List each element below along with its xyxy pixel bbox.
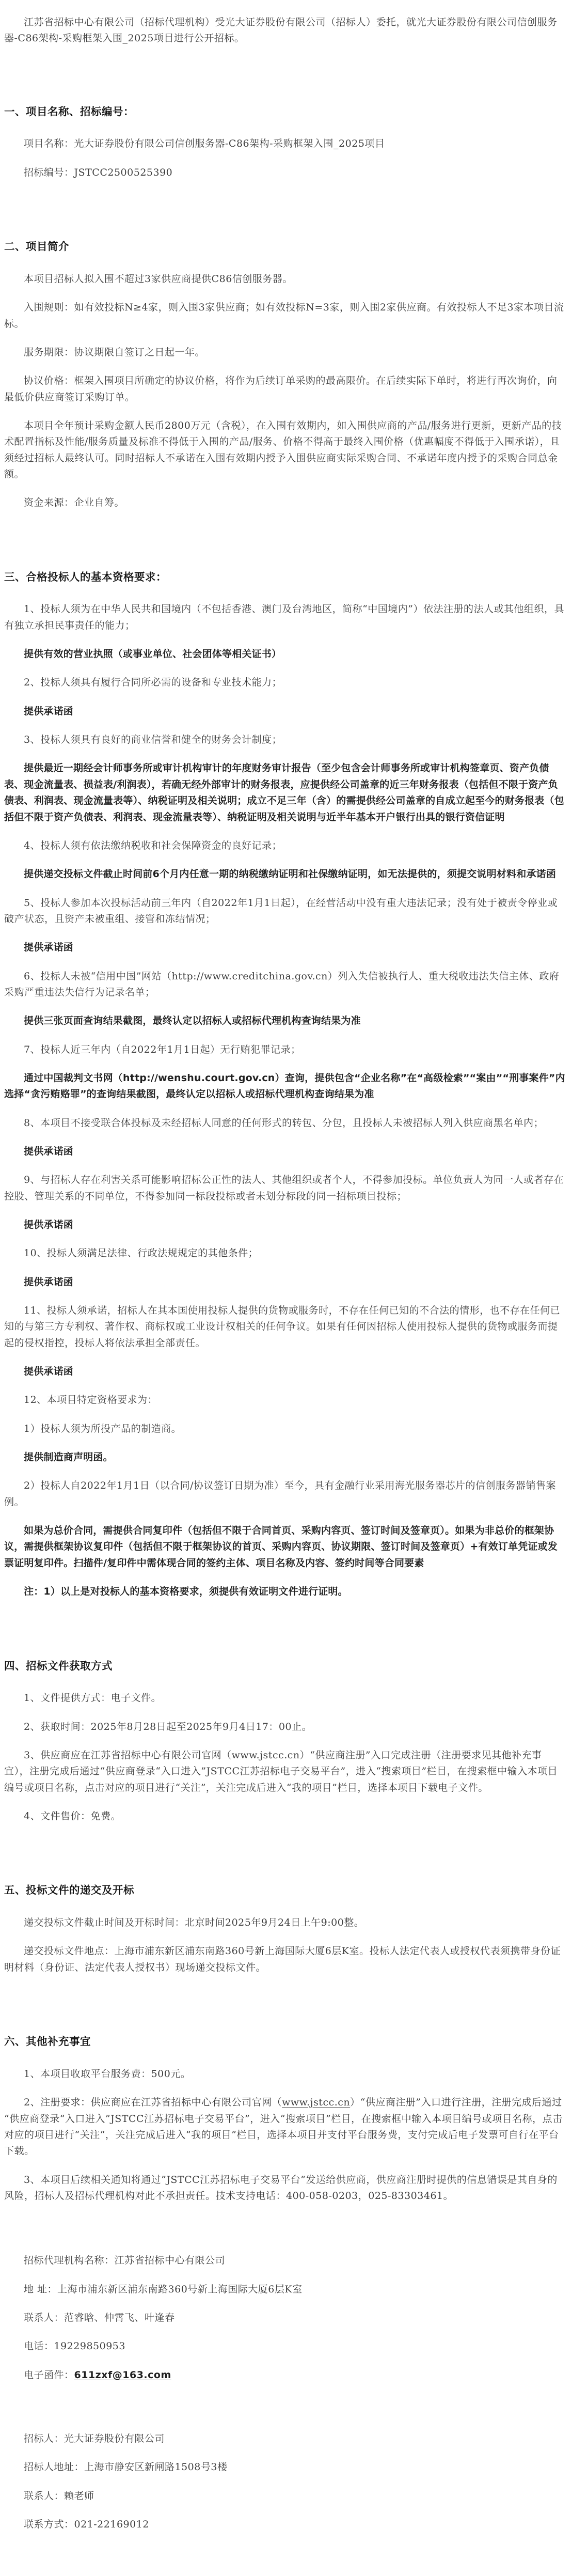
text-run: 提供承诺函 [24, 1219, 74, 1230]
requirement-evidence-note [4, 1013, 566, 1029]
paragraph [4, 601, 566, 634]
section-heading [4, 104, 566, 120]
paragraph [4, 373, 566, 405]
paragraph [4, 895, 566, 928]
paragraph [4, 2517, 566, 2533]
paragraph [4, 2253, 566, 2269]
paragraph [4, 2172, 566, 2205]
text-run: 11、投标人须承诺，招标人在其本国使用投标人提供的货物或服务时，不存在任何已知的不合法的情形，也不存在任何已知的与第三方专利权、著作权、商标权或工业设计权相关的任何争议。如果有任何因招标人使用投标人提供的货物或服务而提起的侵权指控，投标人将依法承担全部责任。 [4, 1305, 561, 1349]
text-run: 提供承诺函 [24, 1276, 74, 1288]
spacer [4, 1837, 566, 1852]
text-run: 提供承诺函 [24, 705, 74, 717]
text-run: 通过中国裁判文书网（http://wenshu.court.gov.cn）查询，提供包含“企业名称”在“高级检索”“案由”“刑事案件”内选择“贪污贿赂罪”的查询结果截图，最终认定以招标人或招标代理机构查询结果为准 [4, 1072, 565, 1100]
text-run: 2、获取时间：2025年8月28日起至2025年9月4日17：00止。 [24, 1721, 312, 1732]
text-run: 地 址：上海市浦东新区浦东南路360号新上海国际大厦6层K室 [24, 2283, 303, 2295]
paragraph [4, 1808, 566, 1824]
paragraph [4, 732, 566, 748]
text-run: 注：1）以上是对投标人的基本资格要求，须提供有效证明文件进行证明。 [24, 1586, 348, 1598]
paragraph [4, 1392, 566, 1408]
paragraph [4, 2066, 566, 2082]
text-run: 12、本项目特定资格要求为： [24, 1394, 158, 1406]
text-run: 联系人：赖老师 [24, 2490, 94, 2502]
paragraph [4, 2488, 566, 2504]
paragraph [4, 165, 566, 181]
text-run: 递交投标文件地点：上海市浦东新区浦东南路360号新上海国际大厦6层K室。投标人法定代表人或授权代表须携带身份证明材料（身份证、法定代表人授权书）现场递交投标文件。 [4, 1945, 561, 1973]
requirement-evidence-note [4, 1364, 566, 1380]
paragraph [4, 2338, 566, 2354]
text-run: 五、投标文件的递交及开标 [4, 1884, 134, 1897]
paragraph [4, 969, 566, 1001]
text-run: 三、合格投标人的基本资格要求： [4, 570, 167, 583]
text-run: 四、招标文件获取方式 [4, 1659, 113, 1672]
document-body [4, 14, 566, 2533]
text-run: 一、项目名称、招标编号： [4, 105, 134, 118]
text-run: 4、文件售价：免费。 [24, 1810, 121, 1822]
requirement-evidence-note [4, 1070, 566, 1103]
text-run: 提供制造商声明函。 [24, 1451, 113, 1463]
text-run: 电子函件： [24, 2369, 74, 2381]
spacer [4, 2216, 566, 2240]
jstcc-url-link[interactable]: www.jstcc.cn [282, 2097, 351, 2109]
section-heading [4, 1882, 566, 1898]
paragraph [4, 345, 566, 361]
text-run: 提供承诺函 [24, 942, 74, 954]
paragraph [4, 495, 566, 511]
text-run: 招标代理机构名称：江苏省招标中心有限公司 [24, 2255, 226, 2267]
text-run: 1、投标人须为在中华人民共和国境内（不包括香港、澳门及台湾地区，简称“中国境内”）依法注册的法人或其他组织，具有独立承担民事责任的能力； [4, 603, 565, 631]
text-run: 联系人：范睿晗、仲霄飞、叶逢春 [24, 2312, 175, 2323]
text-run: 提供三张页面查询结果截图，最终认定以招标人或招标代理机构查询结果为准 [24, 1015, 361, 1027]
paragraph [4, 1915, 566, 1931]
text-run: 3、本项目后续相关通知将通过”JSTCC江苏招标电子交易平台”发送给供应商，供应商注册时提供的信息错误是其自身的风险，招标人及招标代理机构对此不承担责任。技术支持电话：400-058-0203，025-83303461。 [4, 2174, 558, 2202]
text-run: 3、供应商应在江苏省招标中心有限公司官网（www.jstcc.cn）“供应商注册”入口完成注册（注册要求见其他补充事宜），注册完成后通过“供应商登录“入口进入”JSTCC江苏招标电子交易平台”，进入“搜索项目”栏目，在搜索框中输入本项目编号或项目名称，点击对应的项目进行“关注”，关注完成后进入“我的项目”栏目，选择本项目下载电子文件。 [4, 1749, 558, 1793]
paragraph [4, 136, 566, 152]
requirement-evidence-note [4, 1449, 566, 1465]
requirement-evidence-note [4, 1523, 566, 1571]
paragraph [4, 838, 566, 854]
paragraph [4, 2310, 566, 2326]
paragraph [4, 675, 566, 691]
spacer [4, 193, 566, 209]
paragraph [4, 300, 566, 332]
text-run: 联系方式：021-22169012 [24, 2519, 149, 2530]
paragraph [4, 1478, 566, 1510]
text-run: 1、文件提供方式：电子文件。 [24, 1692, 162, 1704]
spacer [4, 2396, 566, 2418]
text-run: 8、本项目不接受联合体投标及未经招标人同意的任何形式的转包、分包，且投标人未被招标人列入供应商黑名单内； [24, 1117, 544, 1129]
text-run: 递交投标文件截止时间及开标时间：北京时间2025年9月24日上午9:00整。 [24, 1917, 364, 1929]
text-run: ）“供应商注册”入口进行注册，注册完成后通过“供应商登录“入口进入”JSTCC江苏招标电子交易平台”，进入“搜索项目”栏目，在搜索框中输入本项目编号或项目名称，点击对应的项目进行“关注”，关注完成后进入“我的项目”栏目，选择本项目并支付平台服务费，支付完成后电子发票可自行在平台下载。 [4, 2097, 563, 2157]
text-run: 本项目招标人拟入围不超过3家供应商提供C86信创服务器。 [24, 273, 293, 285]
spacer [4, 59, 566, 74]
text-run: 2、投标人须具有履行合同所必需的设备和专业技术能力； [24, 677, 282, 689]
text-run: 2）投标人自2022年1月1日（以合同/协议签订日期为准）至今，具有金融行业采用海光服务器芯片的信创服务器销售案例。 [4, 1480, 557, 1508]
text-run: 1、本项目收取平台服务费：500元。 [24, 2068, 191, 2080]
text-run: 江苏省招标中心有限公司（招标代理机构）受光大证券股份有限公司（招标人）委托，就光大证券股份有限公司信创服务器-C86架构-采购框架入围_2025项目进行公开招标。 [4, 17, 558, 44]
paragraph [4, 1245, 566, 1261]
requirement-evidence-note [4, 1584, 566, 1600]
text-run: 协议价格：框架入围项目所确定的协议价格，将作为后续订单采购的最高限价。在后续实际下单时，将进行再次询价，向最低价供应商签订采购订单。 [4, 375, 558, 403]
paragraph [4, 14, 566, 47]
paragraph [4, 2095, 566, 2159]
text-run: 提供承诺函 [24, 1145, 74, 1157]
text-run: 6、投标人未被“信用中国”网站（http://www.creditchina.gov.cn）列入失信被执行人、重大税收违法失信主体、政府采购严重违法失信行为记录名单； [4, 970, 560, 998]
text-run: 提供最近一期经会计师事务所或审计机构审计的年度财务审计报告（至少包含会计师事务所或审计机构签章页、资产负债表、现金流量表、损益表/利润表），若确无经外部审计的财务报表，应提供经公司盖章的近三年财务报表（包括但不限于资产负债表、利润表、现金流量表等）、纳税证明及相关说明；成立不足三年（含）的需提供经公司盖章的自成立起至今的财务报表（包括但不限于资产负债表、利润表、现金流量表等）、纳税证明及相关说明与近半年基本开户银行出具的银行资信证明 [4, 762, 564, 823]
paragraph [4, 2282, 566, 2298]
paragraph [4, 1719, 566, 1735]
text-run: 服务期限：协议期限自签订之日起一年。 [24, 346, 205, 358]
paragraph [4, 2431, 566, 2447]
requirement-evidence-note [4, 646, 566, 662]
section-heading [4, 2034, 566, 2050]
text-run: 3、投标人须具有良好的商业信誉和健全的财务会计制度； [24, 734, 282, 746]
text-run: 本项目全年预计采购金额人民币2800万元（含税），在入围有效期内，如入围供应商的产品/服务进行更新，更新产品的技术配置指标及性能/服务质量及标准不得低于入围的产品/服务、价格不得高于最终入围价格（优惠幅度不得低于入围承诺），且须经过招标人最终认可。同时招标人不承诺在入围有效期内授予入围供应商实际采购合同、不承诺年度内授予的采购合同总金额。 [4, 419, 562, 480]
paragraph [4, 1303, 566, 1351]
spacer [4, 1613, 566, 1628]
text-run: 项目名称：光大证券股份有限公司信创服务器-C86架构-采购框架入围_2025项目 [24, 138, 385, 150]
requirement-evidence-note [4, 704, 566, 720]
paragraph [4, 1042, 566, 1058]
spacer [4, 524, 566, 539]
text-run: 招标人：光大证券股份有限公司 [24, 2432, 165, 2444]
requirement-evidence-note [4, 940, 566, 956]
text-run: 10、投标人须满足法律、行政法规规定的其他条件； [24, 1247, 259, 1259]
requirement-evidence-note [4, 1217, 566, 1233]
text-run: 4、投标人须有依法缴纳税收和社会保障资金的良好记录； [24, 839, 282, 851]
section-heading [4, 569, 566, 585]
paragraph [4, 1115, 566, 1131]
section-heading [4, 239, 566, 255]
requirement-evidence-note [4, 1274, 566, 1290]
text-run: 提供递交投标文件截止时间前6个月内任意一期的纳税缴纳证明和社保缴纳证明，如无法提供的，须提交说明材料和承诺函 [24, 868, 557, 880]
text-run: 六、其他补充事宜 [4, 2035, 91, 2048]
text-run: 提供有效的营业执照（或事业单位、社会团体等相关证书） [24, 648, 282, 660]
requirement-evidence-note [4, 1144, 566, 1160]
requirement-evidence-note [4, 866, 566, 882]
text-run: 招标编号：JSTCC2500525390 [24, 166, 173, 178]
text-run: 5、投标人参加本次投标活动前三年内（自2022年1月1日起），在经营活动中没有重大违法记录；没有处于被责令停业或破产状态，且资产未被重组、接管和冻结情况； [4, 897, 558, 925]
text-run: 电话：19229850953 [24, 2340, 125, 2352]
text-run: 9、与招标人存在利害关系可能影响招标公正性的法人、其他组织或者个人，不得参加投标。单位负责人为同一人或者存在控股、管理关系的不同单位，不得参加同一标段投标或者未划分标段的同一招标项目投标； [4, 1174, 564, 1202]
paragraph [4, 1421, 566, 1437]
text-run: 招标人地址：上海市静安区新闸路1508号3楼 [24, 2461, 228, 2473]
spacer [4, 1988, 566, 2004]
paragraph [4, 2459, 566, 2475]
text-run: 提供承诺函 [24, 1366, 74, 1378]
email-link[interactable]: 611zxf@163.com [74, 2369, 171, 2381]
text-run: 7、投标人近三年内（自2022年1月1日起）无行贿犯罪记录； [24, 1043, 301, 1055]
paragraph [4, 418, 566, 482]
requirement-evidence-note [4, 760, 566, 825]
paragraph [4, 2367, 566, 2383]
text-run: 二、项目简介 [4, 240, 69, 253]
paragraph [4, 1747, 566, 1796]
paragraph [4, 1690, 566, 1706]
paragraph [4, 1172, 566, 1205]
paragraph [4, 1943, 566, 1976]
text-run: 如果为总价合同，需提供合同复印件（包括但不限于合同首页、采购内容页、签订时间及签章页）。如果为非总价的框架协议，需提供框架协议复印件（包括但不限于框架协议的首页、采购内容页、协议期限、签订时间及签章页）+有效订单凭证或发票证明复印件。扫描件/复印件中需体现合同的签约主体、项目名称及内容、签约时间等合同要素 [4, 1525, 558, 1569]
section-heading [4, 1658, 566, 1674]
text-run: 1）投标人须为所投产品的制造商。 [24, 1423, 182, 1434]
text-run: 入围规则：如有效投标N≥4家，则入围3家供应商；如有效投标N=3家，则入围2家供应商。有效投标人不足3家本项目流标。 [4, 302, 564, 330]
text-run: 资金来源：企业自筹。 [24, 497, 125, 509]
paragraph [4, 271, 566, 287]
text-run: 2、注册要求：供应商应在江苏省招标中心有限公司官网（ [24, 2097, 282, 2109]
